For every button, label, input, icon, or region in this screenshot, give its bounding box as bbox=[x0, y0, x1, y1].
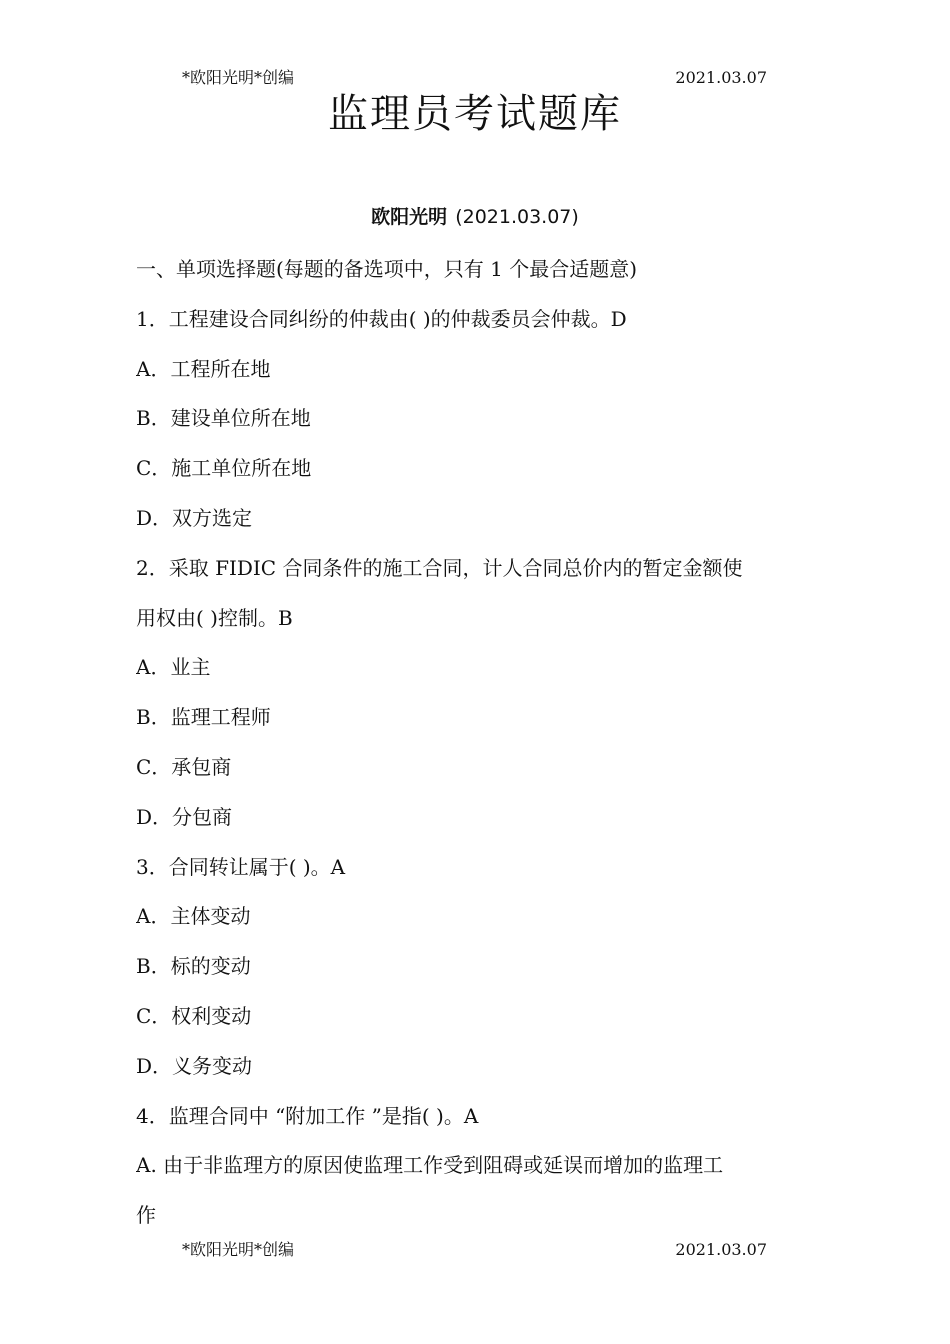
line-text: 1．工程建设合同纠纷的仲裁由( )的仲裁委员会仲裁。D bbox=[136, 306, 627, 331]
line-text: 作 bbox=[136, 1203, 156, 1228]
option-line-continued bbox=[136, 1191, 826, 1241]
line-text: A．主体变动 bbox=[136, 904, 251, 929]
header-date: 2021.03.07 bbox=[675, 68, 767, 87]
option-line bbox=[136, 793, 826, 843]
line-text: B．监理工程师 bbox=[136, 705, 271, 730]
line-text: A．业主 bbox=[136, 655, 211, 680]
option-line bbox=[136, 1042, 826, 1092]
question-3 bbox=[136, 843, 826, 893]
section-heading bbox=[136, 245, 826, 295]
author-line bbox=[0, 203, 950, 231]
option-line bbox=[136, 992, 826, 1042]
author-name: 欧阳光明 bbox=[371, 206, 448, 228]
option-line bbox=[136, 693, 826, 743]
line-text: C．承包商 bbox=[136, 754, 232, 779]
option-line bbox=[136, 345, 826, 395]
document-title: 监理员考试题库 bbox=[328, 91, 622, 137]
line-text: D．义务变动 bbox=[136, 1053, 253, 1078]
footer-author: *欧阳光明*创编 bbox=[182, 1240, 295, 1259]
question-4 bbox=[136, 1092, 826, 1142]
line-text: 4．监理合同中 “附加工作 ”是指( )。A bbox=[136, 1103, 479, 1128]
option-line bbox=[136, 743, 826, 793]
author-date: (2021.03.07) bbox=[455, 206, 579, 228]
option-line bbox=[136, 892, 826, 942]
option-line bbox=[136, 494, 826, 544]
line-text: A．工程所在地 bbox=[136, 356, 271, 381]
option-line bbox=[136, 394, 826, 444]
header-author: *欧阳光明*创编 bbox=[182, 68, 295, 87]
line-text: B．建设单位所在地 bbox=[136, 406, 311, 431]
question-body bbox=[136, 245, 826, 1241]
question-2-continued bbox=[136, 594, 826, 644]
line-text: C．施工单位所在地 bbox=[136, 456, 312, 481]
option-line bbox=[136, 1141, 826, 1191]
line-text: 2．采取 FIDIC 合同条件的施工合同，计人合同总价内的暂定金额使 bbox=[136, 555, 743, 580]
line-text: 一、单项选择题(每题的备选项中，只有 1 个最合适题意) bbox=[136, 257, 638, 281]
line-text: D．分包商 bbox=[136, 804, 233, 829]
option-line bbox=[136, 444, 826, 494]
question-2 bbox=[136, 544, 826, 594]
option-line bbox=[136, 942, 826, 992]
footer-date: 2021.03.07 bbox=[675, 1240, 767, 1259]
page-footer bbox=[182, 1240, 767, 1260]
line-text: 用权由( )控制。B bbox=[136, 605, 293, 630]
line-text: C．权利变动 bbox=[136, 1003, 252, 1028]
option-line bbox=[136, 643, 826, 693]
line-text: 3．合同转让属于( )。A bbox=[136, 854, 346, 879]
line-text: D．双方选定 bbox=[136, 505, 253, 530]
line-text: B．标的变动 bbox=[136, 954, 251, 979]
line-text: A. 由于非监理方的原因使监理工作受到阻碍或延误而增加的监理工 bbox=[136, 1153, 724, 1178]
question-1 bbox=[136, 295, 826, 345]
